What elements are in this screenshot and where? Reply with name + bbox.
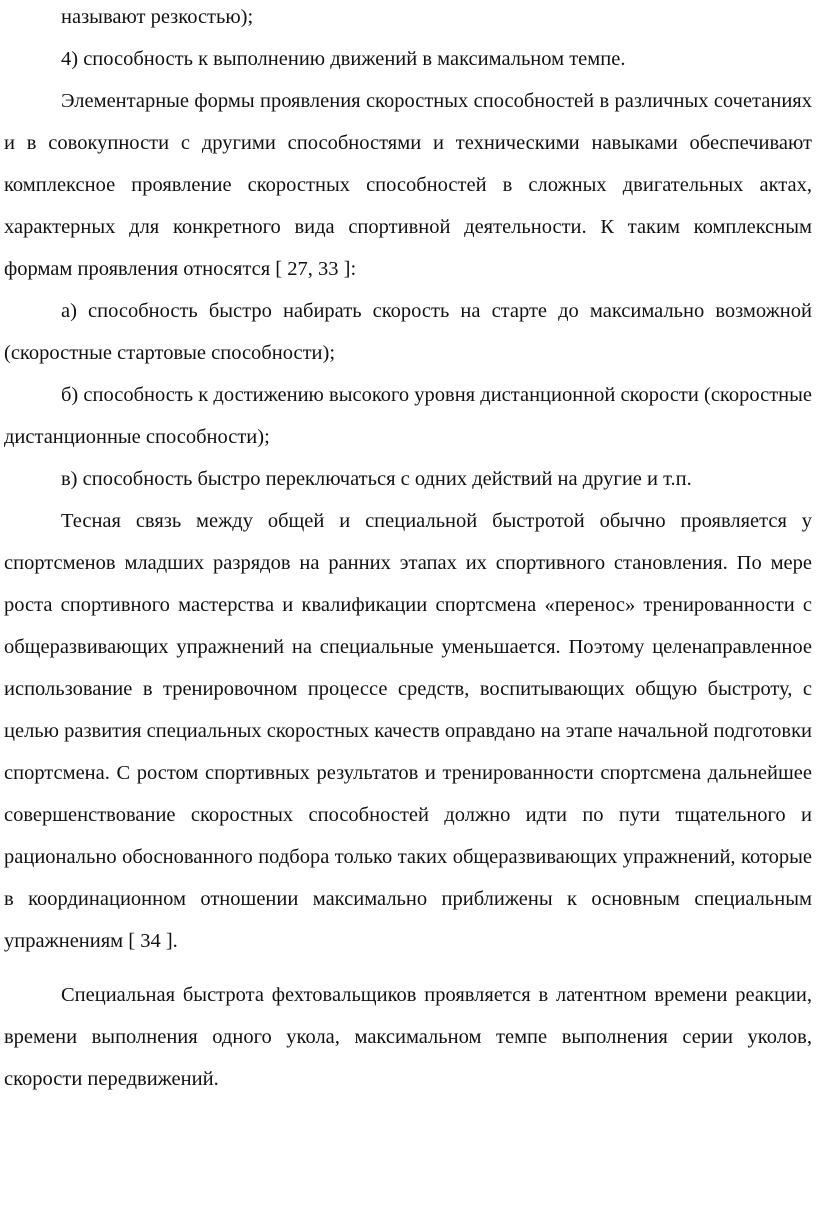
paragraph-item-a: а) способность быстро набирать скорость на старте до максимально возможной (скоростные стартовые способности); xyxy=(4,300,812,364)
paragraph-item-b: б) способность к достижению высокого уровня дистанционной скорости (скоростные дистанционные способности); xyxy=(4,384,812,448)
continued-fragment xyxy=(4,0,812,38)
paragraph-continued: называют резкостью); xyxy=(61,6,254,28)
paragraph-item-v: в) способность быстро переключаться с одних действий на другие и т.п. xyxy=(61,468,692,490)
paragraph-close-connection: Тесная связь между общей и специальной быстротой обычно проявляется у спортсменов младших разрядов на ранних этапах их спортивного становления. По мере роста спортивного мастерства и квалификации спортсмена «перенос» тренированности с общеразвивающих упражнений на специальные уменьшается. Поэтому целенаправленное использование в тренировочном процессе средств, воспитывающих общую быстроту, с целью развития специальных скоростных качеств оправдано на этапе начальной подготовки спортсмена. С ростом спортивных результатов и тренированности спортсмена дальнейшее совершенствование скоростных способностей должно идти по пути тщательного и рационально обоснованного подбора только таких общеразвивающих упражнений, которые в координационном отношении максимально приближены к основным специальным упражнениям [ 34 ]. xyxy=(4,510,812,952)
paragraph-item-4: 4) способность к выполнению движений в максимальном темпе. xyxy=(61,48,626,70)
continued-line xyxy=(4,0,812,38)
paragraph-special-speed: Специальная быстрота фехтовальщиков проявляется в латентном времени реакции, времени выполнения одного укола, максимальном темпе выполнения серии уколов, скорости передвижений. xyxy=(4,984,812,1090)
paragraph-elementary-forms: Элементарные формы проявления скоростных способностей в различных сочетаниях и в совокупности с другими способностями и техническими навыками обеспечивают комплексное проявление скоростных способностей в сложных двигательных актах, характерных для конкретного вида спортивной деятельности. К таким комплексным формам проявления относятся [ 27, 33 ]: xyxy=(4,90,812,280)
